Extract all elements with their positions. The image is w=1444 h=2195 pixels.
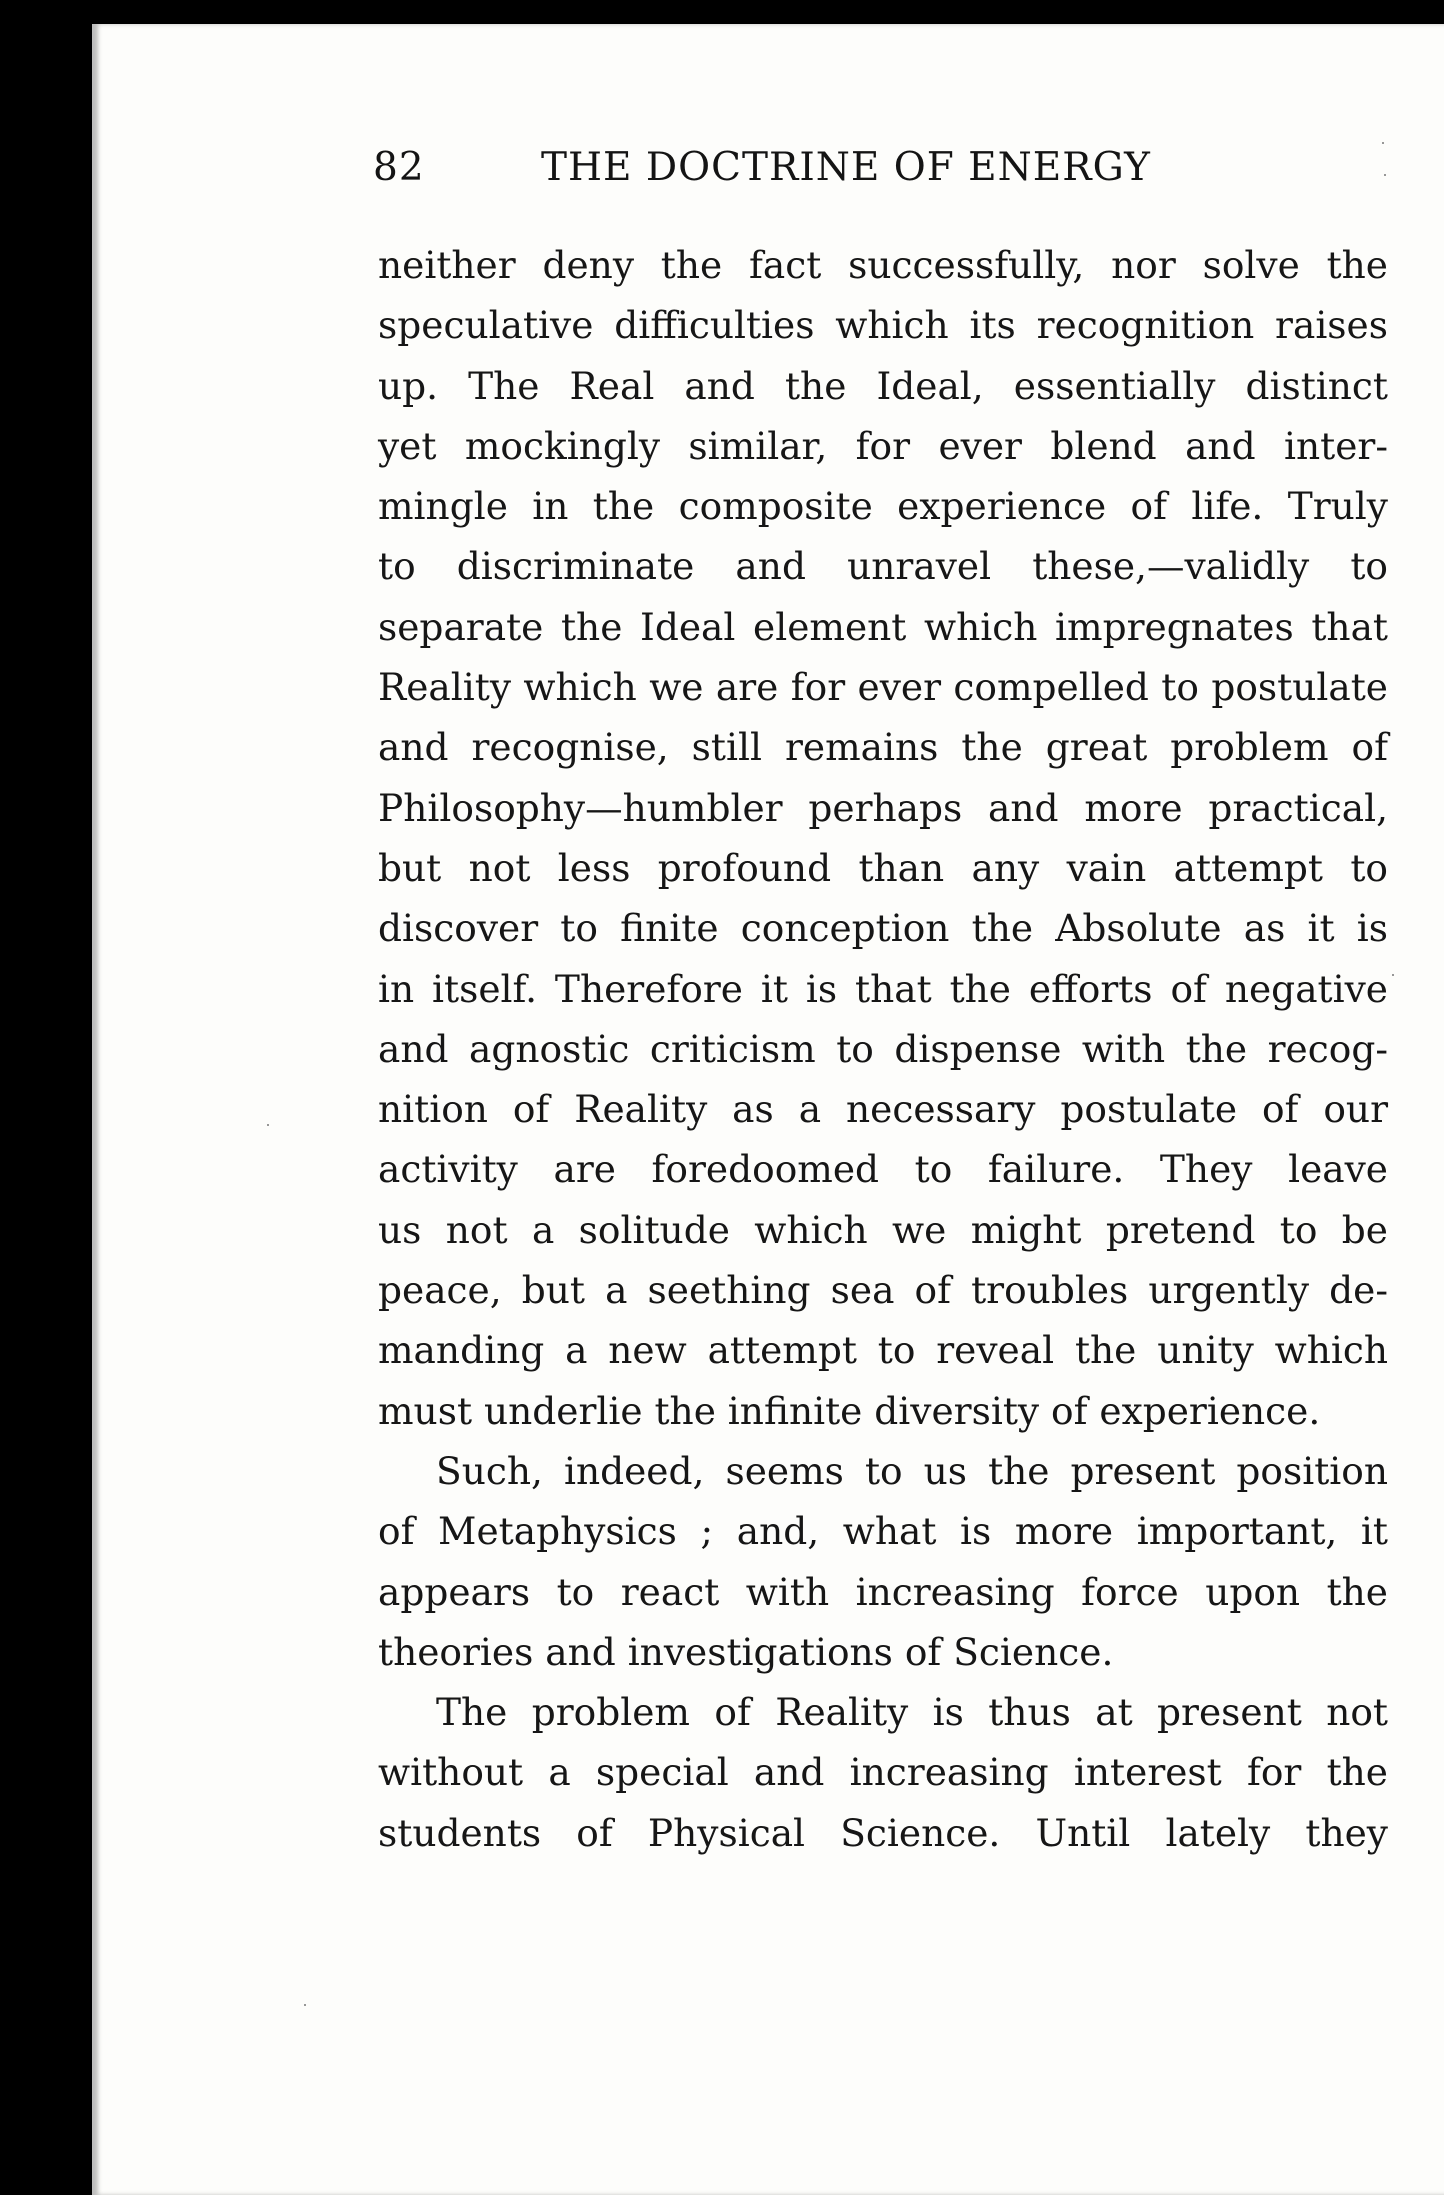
text-line: Reality which we are for ever compelled to postulate bbox=[378, 665, 1388, 710]
text-line: manding a new attempt to reveal the unity which bbox=[378, 1328, 1388, 1373]
text-line: in itself. Therefore it is that the efforts of negative bbox=[378, 966, 1388, 1011]
paragraph-3 bbox=[378, 1682, 1388, 1863]
text-line: of Metaphysics ; and, what is more important, it bbox=[378, 1509, 1388, 1554]
text-line: peace, but a seething sea of troubles urgently de- bbox=[378, 1268, 1388, 1313]
scan-speck bbox=[1382, 142, 1384, 144]
text-line: The problem of Reality is thus at present not bbox=[436, 1690, 1388, 1735]
text-line: Such, indeed, seems to us the present position bbox=[436, 1448, 1388, 1493]
text-line: us not a solitude which we might pretend to be bbox=[378, 1207, 1388, 1252]
text-line: and recognise, still remains the great problem of bbox=[378, 725, 1388, 770]
text-line: activity are foredoomed to failure. They leave bbox=[378, 1147, 1388, 1192]
text-line: Philosophy—humbler perhaps and more practical, bbox=[378, 785, 1388, 830]
text-line: discover to finite conception the Absolute as it is bbox=[378, 906, 1388, 951]
text-line: without a special and increasing interest for the bbox=[378, 1750, 1388, 1795]
text-line: mingle in the composite experience of life. Truly bbox=[378, 484, 1388, 529]
text-line: theories and investigations of Science. bbox=[378, 1629, 1114, 1674]
text-line: students of Physical Science. Until lately they bbox=[378, 1810, 1388, 1855]
scan-speck bbox=[304, 2004, 306, 2006]
paragraph-1 bbox=[378, 235, 1388, 1441]
running-title: THE DOCTRINE OF ENERGY bbox=[541, 145, 1151, 190]
text-line: nition of Reality as a necessary postulate of our bbox=[378, 1087, 1388, 1132]
scan-speck bbox=[1384, 174, 1386, 176]
text-line: speculative difficulties which its recognition raises bbox=[378, 303, 1388, 348]
text-line: yet mockingly similar, for ever blend and inter- bbox=[378, 423, 1388, 468]
body-text bbox=[378, 235, 1388, 1863]
text-line: neither deny the fact successfully, nor solve the bbox=[378, 243, 1388, 287]
text-line: but not less profound than any vain attempt to bbox=[378, 845, 1388, 890]
text-line: separate the Ideal element which impregnates that bbox=[378, 604, 1388, 649]
text-line: appears to react with increasing force upon the bbox=[378, 1569, 1388, 1614]
page-header bbox=[373, 145, 1223, 195]
text-line: and agnostic criticism to dispense with the recog- bbox=[378, 1026, 1388, 1071]
text-line: must underlie the infinite diversity of experience. bbox=[378, 1388, 1321, 1433]
text-line: to discriminate and unravel these,—validly to bbox=[378, 544, 1388, 589]
scan-speck bbox=[267, 1124, 269, 1126]
paragraph-2 bbox=[378, 1441, 1388, 1682]
page-number: 82 bbox=[373, 145, 425, 190]
text-line: up. The Real and the Ideal, essentially distinct bbox=[378, 363, 1388, 408]
scan-speck bbox=[1392, 974, 1394, 976]
